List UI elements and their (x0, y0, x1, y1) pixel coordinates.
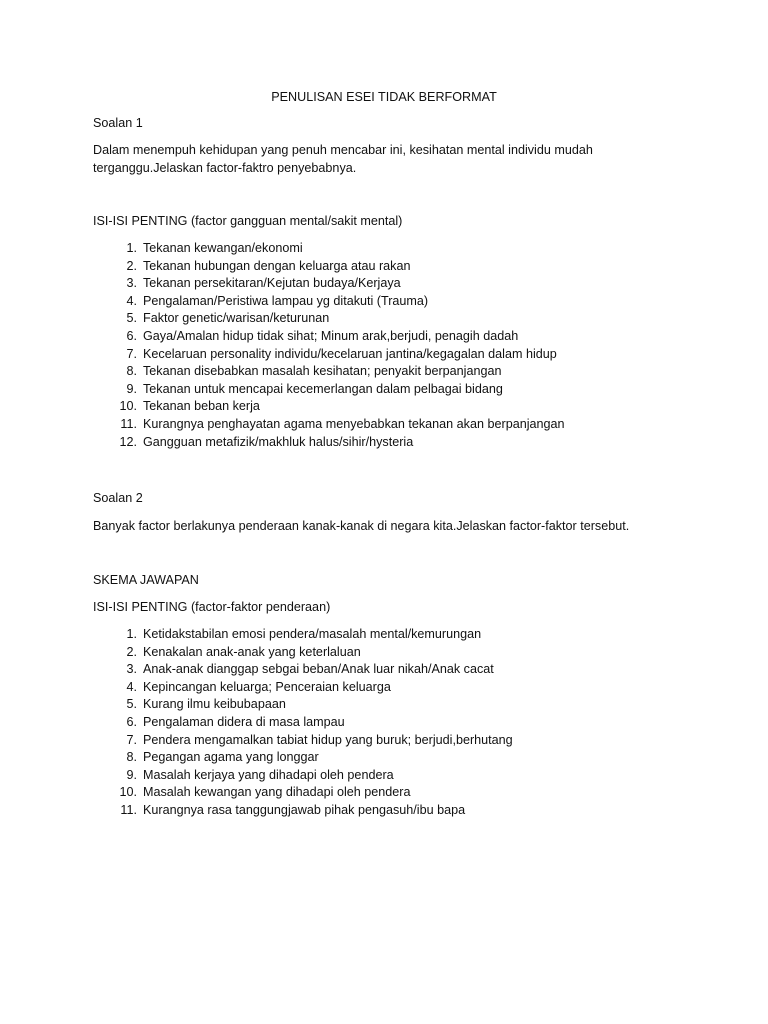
list-item-text: Anak-anak dianggap sebgai beban/Anak luar nikah/Anak cacat (143, 662, 494, 677)
list-item-text: Tekanan kewangan/ekonomi (143, 241, 303, 255)
list-item-text: Gangguan metafizik/makhluk halus/sihir/hysteria (143, 434, 414, 449)
list-item-number: 6. (126, 714, 137, 729)
section1-points-heading: ISI-ISI PENTING (factor gangguan mental/sakit mental) (93, 214, 403, 228)
scheme-heading: SKEMA JAWAPAN (93, 573, 199, 587)
list-item-number: 10. (119, 785, 137, 800)
list-item-text: Tekanan untuk mencapai kecemerlangan dalam pelbagai bidang (143, 381, 503, 396)
section2-question: Banyak factor berlakunya penderaan kanak-kanak di negara kita.Jelaskan factor-faktor tersebut. (93, 519, 630, 533)
section1-heading: Soalan 1 (93, 116, 143, 130)
list-item-text: Pengalaman didera di masa lampau (143, 714, 345, 729)
list-item-text: Pengalaman/Peristiwa lampau yg ditakuti (Trauma) (143, 293, 429, 308)
list-item-number: 4. (126, 679, 137, 694)
list-item-number: 5. (126, 311, 137, 326)
list-item-number: 11. (120, 802, 137, 817)
list-item-text: Kurang ilmu keibubapaan (143, 697, 286, 712)
list-item-number: 10. (119, 399, 137, 414)
list-item-text: Tekanan beban kerja (143, 399, 260, 414)
list-item-number: 8. (126, 364, 137, 379)
list-item-number: 11. (120, 416, 137, 431)
list-item-text: Gaya/Amalan hidup tidak sihat; Minum arak,berjudi, penagih dadah (143, 328, 519, 343)
list-item-number: 8. (126, 750, 137, 765)
list-item-text: Kecelaruan personality individu/kecelaruan jantina/kegagalan dalam hidup (143, 346, 557, 361)
list-item-text: Faktor genetic/warisan/keturunan (143, 311, 330, 326)
list-item-number: 7. (126, 346, 137, 361)
section2-heading: Soalan 2 (93, 491, 143, 505)
list-item-text: Tekanan disebabkan masalah kesihatan; penyakit berpanjangan (143, 364, 502, 379)
section2-points-heading: ISI-ISI PENTING (factor-faktor penderaan) (93, 600, 331, 614)
list-item-number: 3. (126, 662, 137, 677)
list-item-number: 9. (126, 767, 137, 782)
list-item-number: 1. (126, 627, 137, 641)
list-item-text: Kenakalan anak-anak yang keterlaluan (143, 644, 361, 659)
list-item-text: Tekanan hubungan dengan keluarga atau rakan (143, 258, 411, 273)
list-item-number: 7. (126, 732, 137, 747)
section1-question-line1: Dalam menempuh kehidupan yang penuh mencabar ini, kesihatan mental individu mudah (93, 143, 593, 157)
list-item-number: 6. (126, 328, 137, 343)
list-item-text: Masalah kewangan yang dihadapi oleh pendera (143, 785, 411, 800)
list-item-text: Pendera mengamalkan tabiat hidup yang buruk; berjudi,berhutang (143, 732, 513, 747)
list-item-text: Pegangan agama yang longgar (143, 750, 319, 765)
list-item-number: 9. (126, 381, 137, 396)
list-item-text: Kurangnya penghayatan agama menyebabkan tekanan akan berpanjangan (143, 416, 565, 431)
document-title: PENULISAN ESEI TIDAK BERFORMAT (271, 90, 497, 104)
list-item-number: 12. (119, 434, 137, 449)
list-item-number: 2. (126, 258, 137, 273)
list-item-number: 5. (126, 697, 137, 712)
list-item-number: 4. (126, 293, 137, 308)
list-item-number: 1. (126, 241, 137, 255)
list-item-number: 2. (126, 644, 137, 659)
section1-question-line2: terganggu.Jelaskan factor-faktro penyebabnya. (93, 161, 357, 175)
list-item-text: Ketidakstabilan emosi pendera/masalah mental/kemurungan (143, 627, 482, 641)
list-item-text: Tekanan persekitaran/Kejutan budaya/Kerjaya (143, 276, 401, 291)
list-item-number: 3. (126, 276, 137, 291)
list-item-text: Kurangnya rasa tanggungjawab pihak pengasuh/ibu bapa (143, 802, 466, 817)
list-item-text: Masalah kerjaya yang dihadapi oleh pendera (143, 767, 394, 782)
list-item-text: Kepincangan keluarga; Penceraian keluarga (143, 679, 391, 694)
